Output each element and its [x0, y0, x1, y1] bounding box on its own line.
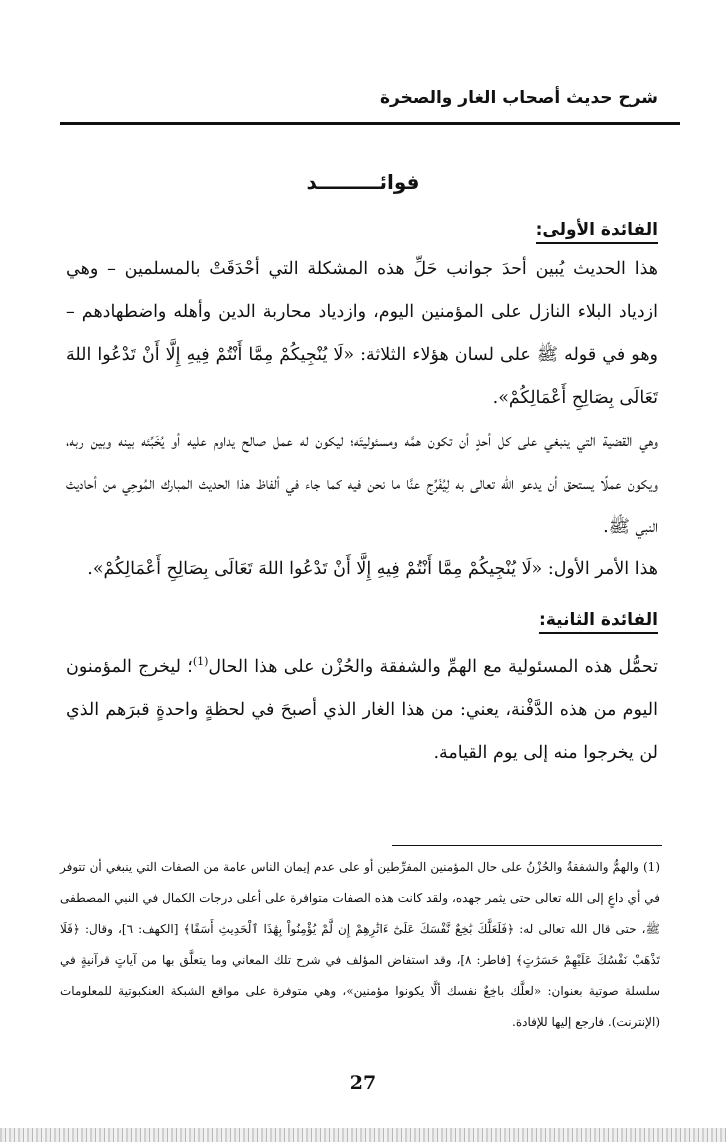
paragraph-4-text-end: ؛ ليخرج المؤمنون اليوم من هذه الدَّفْنة، يعني: من هذا الغار الذي أصبحَ في لحظةٍ واحدةٍ قبرَهم الذي لن يخرجوا منه إلى يوم القيامة.: [66, 656, 658, 763]
footnote-reference: (1): [192, 655, 209, 668]
section-title: فوائـــــــــد: [306, 170, 420, 194]
first-benefit-heading-text: الفائدة الأولى:: [536, 220, 658, 244]
footnote: (1) والهمُّ والشفقةُ والحُزْنُ على حال المؤمنين المفرِّطين أو على عدم إيمان الناس عامة من الصفات التي ينبغي أن تتوفر في أي داعٍ إلى الله تعالى حتى يثمر جهده، ولقد كانت هذه الصفات متوافرة على أعلى درجات الكمال في النبي المصطفى ﷺ، حتى قال الله تعالى له: ﴿فَلَعَلَّكَ بَٰخِعٌ نَّفْسَكَ عَلَىٰٓ ءَاثَٰرِهِمْ إِن لَّمْ يُؤْمِنُواْ بِهَٰذَا ٱلْحَدِيثِ أَسَفًا﴾ [الكهف: ٦]، وقال: ﴿فَلَا تَذْهَبْ نَفْسُكَ عَلَيْهِمْ حَسَرَٰتٍ﴾ [فاطر: ٨]، وقد استفاض المؤلف في شرح تلك المعاني وما يتعلَّق بها من آياتٍ قرآنيةٍ في سلسلة صوتية بعنوان: «لعلَّك باخِعٌ نفسك ألَّا يكونوا مؤمنين»، وهي متوفرة على مواقع الشبكة العنكبوتية للمعلومات (الإنترنت). فارجع إليها للإفادة.: [60, 860, 661, 1029]
second-benefit-heading-text: الفائدة الثانية:: [539, 610, 658, 634]
paragraph-1: هذا الحديث يُبين أحدَ جوانب حَلِّ هذه المشكلة التي أحْدَقَتْ بالمسلمين – وهي ازدياد البلاء النازل على المؤمنين اليوم، وازدياد محاربة الدين وأهله واضطهادهم – وهو في قوله ﷺ على لسان هؤلاء الثلاثة: «لَا يُنْجِيكُمْ مِمَّا أَنْتُمْ فِيهِ إِلَّا أَنْ تَدْعُوا اللهَ تَعَالَى بِصَالِحِ أَعْمَالِكُمْ».: [66, 259, 658, 408]
page-number: 27: [349, 1072, 377, 1094]
paragraph-4: [66, 640, 658, 775]
footnote-rule: [392, 845, 662, 846]
paragraph-2: وهي القضية التي ينبغي على كل أحدٍ أن تكون همَّه ومسئوليتَه؛ ليكون له عمل صالح يداوم عليه أو يُخَبِّئه بينه وبين ربه، ويكون عملًا يستحق أن يدعو الله تعالى به لِيُفَرِّج عنَّا ما نحن فيه كما جاء في ألفاظ هذا الحديث المبارك المُوحِي من أحاديث النبي ﷺ.: [66, 431, 658, 537]
second-benefit-heading: [539, 610, 658, 630]
header-rule: [60, 122, 680, 125]
first-benefit-heading: [536, 220, 658, 240]
paragraph-3: هذا الأمر الأول: «لَا يُنْجِيكُمْ مِمَّا أَنْتُمْ فِيهِ إِلَّا أَنْ تَدْعُوا اللهَ تَعَالَى بِصَالِحِ أَعْمَالِكُمْ».: [87, 559, 658, 579]
paragraph-4-text: تحمُّل هذه المسئولية مع الهمِّ والشفقة والحُزْن على هذا الحال: [208, 656, 658, 677]
running-head: شرح حديث أصحاب الغار والصخرة: [379, 88, 658, 108]
scan-edge: [0, 1128, 726, 1142]
